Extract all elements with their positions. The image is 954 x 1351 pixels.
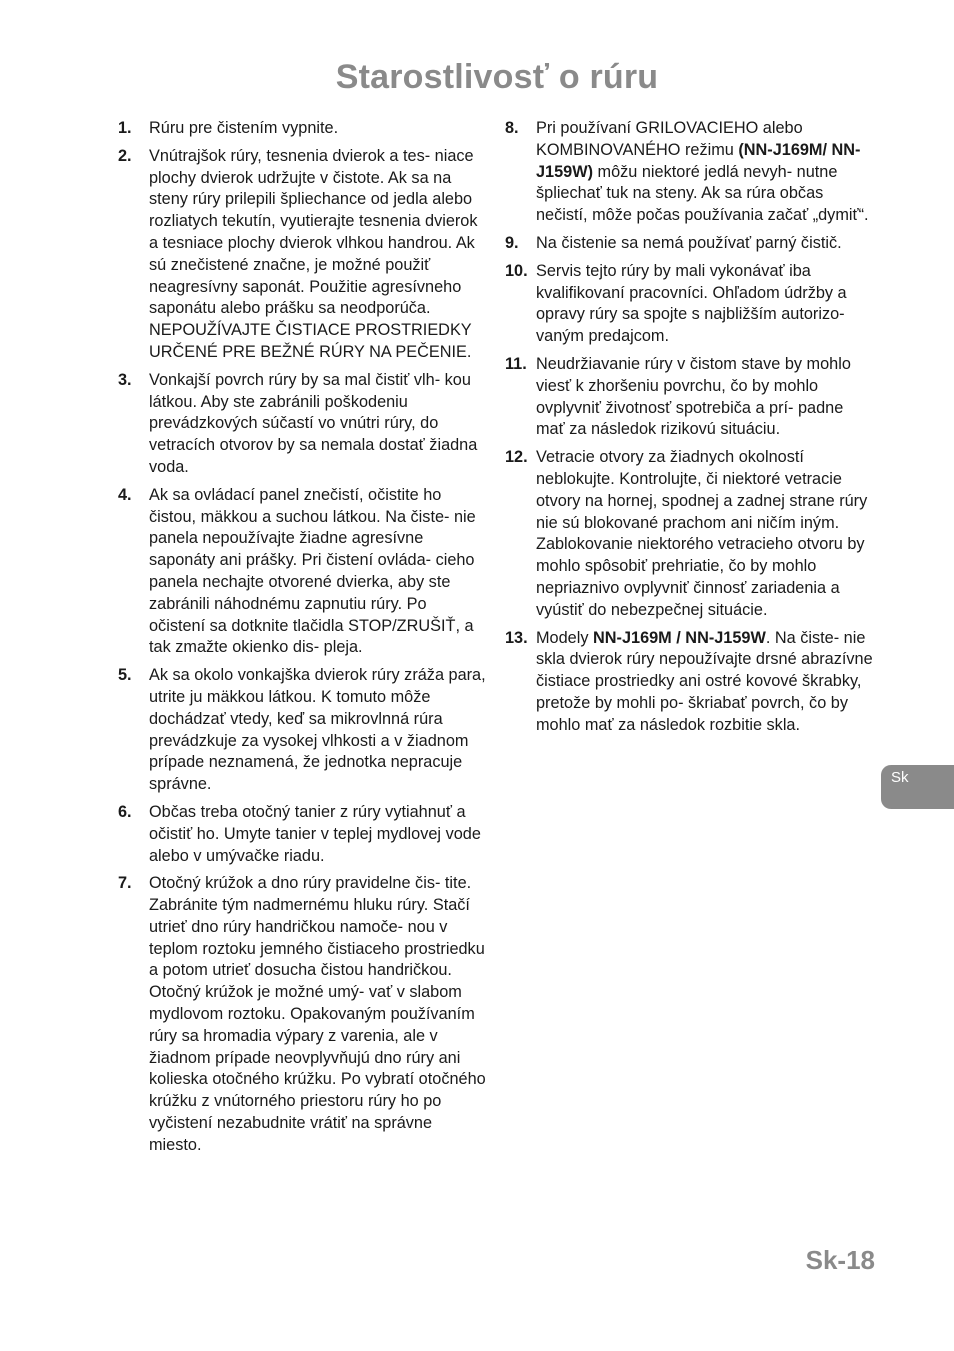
item-number: 8. [505, 119, 519, 137]
item-text-part: môžu niektoré jedlá nevyh- nutne špliechať tuk na steny. Ak sa rúra občas nečistí, môže počas používania začať „dymiť“. [536, 162, 869, 225]
page-number: Sk-18 [805, 1245, 875, 1275]
list-item-9 [505, 233, 873, 255]
item-text: Na čistenie sa nemá používať parný čistič. [536, 233, 842, 252]
item-number: 1. [118, 119, 132, 137]
left-column [118, 118, 486, 1163]
list-item-3 [118, 370, 486, 479]
item-text: Servis tejto rúry by mali vykonávať iba kvalifikovaní pracovníci. Ohľadom údržby a opravy rúry sa spojte s najbližším autorizo- vaným predajcom. [536, 261, 847, 346]
item-number: 9. [505, 233, 519, 252]
item-text-continued: Zablokovanie niektorého vetracieho otvoru by mohlo spôsobiť prehriatie, čo by mohlo nepriaznivo ovplyvniť činnosť zariadenia a vyústiť do nebezpečnej situácie. [536, 535, 865, 619]
item-text: Vetracie otvory za žiadnych okolností neblokujte. Kontrolujte, či niektoré vetracie otvory na hornej, spodnej a zadnej strane rúry nie sú blokované prachom ani ničím iným. [536, 448, 868, 532]
item-number: 11. [505, 354, 527, 373]
item-number: 10. [505, 261, 528, 280]
item-number: 7. [118, 874, 132, 893]
item-text: Vnútrajšok rúry, tesnenia dvierok a tes- niace plochy dvierok udržujte v čistote. Ak sa na steny rúry prilepili špliechance od jedla alebo rozliatych tekutín, vyutierajte tesnenia dvierok a tesniace plochy dvierok vlhkou handrou. Ak sú znečistené značne, je možné použiť neagresívny saponát. Použitie agresívneho saponátu alebo prášku sa neodporúča. NEPOUŽÍVAJTE ČISTIACE PROSTRIEDKY URČENÉ PRE BEŽNÉ RÚRY NA PEČENIE. [149, 146, 478, 361]
item-text: Otočný krúžok a dno rúry pravidelne čis- tite. Zabránite tým nadmernému hluku rúry. Stačí utrieť dno rúry handričkou namoče- nou v teplom roztoku jemného čistiaceho prostriedku a potom utrieť dosucha čistou handričkou. Otočný krúžok je možné umý- vať v slabom mydlovom roztoku. Opakovaným používaním rúry sa hromadia výpary z varenia, ale v žiadnom prípade neovplyvňujú dno rúry ani kolieska otočného krúžku. Po vybratí otočného krúžku z vnútorného priestoru rúry ho po vyčistení nezabudnite vrátiť na správne miesto. [149, 874, 486, 1154]
item-text: Občas treba otočný tanier z rúry vytiahnuť a očistiť ho. Umyte tanier v teplej mydlovej vode alebo v umývačke riadu. [149, 802, 481, 865]
item-number: 3. [118, 370, 132, 389]
model-numbers: (NN-J169M/ NN-J159W) [536, 140, 861, 181]
list-item-10 [505, 261, 873, 348]
item-number: 12. [505, 448, 528, 467]
item-text: Vonkajší povrch rúry by sa mal čistiť vlh- kou látkou. Aby ste zabránili poškodeniu prevádzkových súčastí vo vnútri rúry, do vetracích otvorov by sa nemala dostať žiadna voda. [149, 370, 478, 476]
item-number: 4. [118, 485, 132, 504]
item-number: 5. [118, 666, 132, 685]
list-item-5 [118, 665, 486, 796]
list-item-1 [118, 118, 486, 140]
item-number: 2. [118, 146, 132, 165]
list-item-4 [118, 485, 486, 659]
language-tab [881, 765, 954, 809]
list-item-6 [118, 802, 486, 867]
item-text: Rúru pre čistením vypnite. [149, 119, 339, 137]
list-item-7 [118, 873, 486, 1156]
right-column [505, 118, 873, 743]
item-number: 6. [118, 802, 132, 821]
item-number: 13. [505, 628, 528, 647]
list-item-12 [505, 447, 873, 621]
item-text [536, 118, 873, 227]
item-text-part: . Na čiste- nie skla dvierok rúry nepoužívajte drsné abrazívne čistiace prostriedky ani ostré kovové škrabky, pretože by mohli po- škriabať povrch, čo by mohlo mať za následok rozbitie skla. [536, 628, 873, 734]
item-text: Ak sa ovládací panel znečistí, očistite ho čistou, mäkkou a suchou látkou. Na čiste- nie panela nepoužívajte žiadne agresívne saponáty ani prášky. Pri čistení ovláda- cieho panela nechajte otvorené dvierka, aby ste zabránili náhodnému zapnutiu rúry. Po očistení sa dotknite tlačidla STOP/ZRUŠIŤ, a tak zmažte okienko dis- pleja. [149, 485, 476, 657]
list-item-2 [118, 146, 486, 364]
list-item-11 [505, 354, 873, 441]
item-text: Ak sa okolo vonkajška dvierok rúry zráža para, utrite ju mäkkou látkou. K tomuto môže dochádzať vtedy, keď sa mikrovlnná rúra prevádzkuje za vysokej vlhkosti a v žiadnom prípade neznamená, že jednotka nepracuje správne. [149, 666, 486, 794]
item-text: Neudržiavanie rúry v čistom stave by mohlo viesť k zhoršeniu povrchu, čo by mohlo ovplyvniť životnosť spotrebiča a prí- padne mať za následok rizikovú situáciu. [536, 354, 851, 439]
list-item-13 [505, 628, 873, 737]
model-numbers: NN-J169M / NN-J159W [593, 628, 766, 647]
item-text-part: Pri používaní GRILOVACIEHO alebo KOMBINOVANÉHO režimu [536, 119, 803, 159]
item-text-part: Modely [536, 628, 594, 647]
page-title: Starostlivosť o rúru [335, 58, 659, 96]
language-tab-label: Sk [891, 769, 909, 786]
item-text [536, 628, 873, 737]
list-item-8 [505, 118, 873, 227]
